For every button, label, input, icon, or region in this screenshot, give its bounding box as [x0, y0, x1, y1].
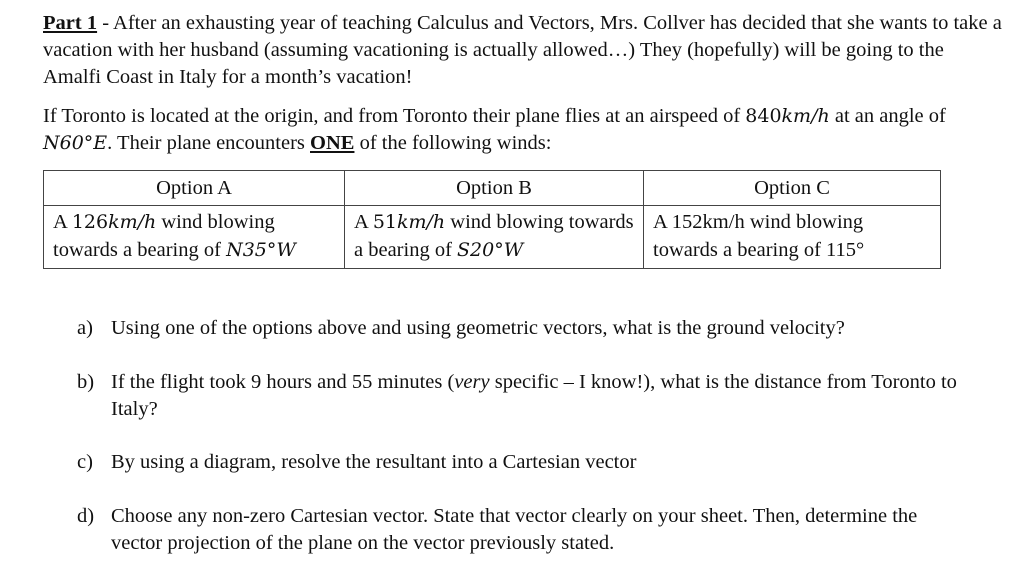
option-b-mid: wind blowing towards a bearing of	[354, 211, 634, 261]
option-b-unit: km/h	[397, 211, 446, 233]
option-a-unit: km/h	[108, 211, 157, 233]
heading-angle: N60°E	[43, 132, 108, 154]
question-b	[77, 369, 957, 423]
option-a-pre: A	[53, 211, 72, 233]
option-c-cell	[644, 206, 941, 269]
option-b-cell	[345, 206, 644, 269]
option-a-bearing: N35°W	[226, 239, 296, 261]
question-d-label: d)	[77, 505, 95, 527]
question-d-text: Choose any non-zero Cartesian vector. State that vector clearly on your sheet. Then, determine the vector projection of the plane on the vector previously stated.	[111, 505, 918, 554]
option-b-speed: 51	[372, 211, 397, 233]
scenario-text-2: at an angle of	[829, 105, 946, 127]
question-b-pre: If the flight took 9 hours and 55 minutes (	[111, 371, 455, 393]
header-option-c: Option C	[644, 171, 941, 206]
question-a	[77, 315, 957, 342]
header-option-b: Option B	[345, 171, 644, 206]
part1-intro-paragraph	[43, 10, 1003, 91]
part-separator: -	[97, 12, 114, 34]
table-header-row	[44, 171, 941, 206]
question-c	[77, 449, 957, 476]
option-a-mid: wind blowing towards a bearing of	[53, 211, 275, 261]
scenario-text-1: If Toronto is located at the origin, and from Toronto their plane flies at an airspeed of	[43, 105, 746, 127]
question-d	[77, 503, 957, 557]
wind-options-table	[43, 170, 941, 269]
table-row	[44, 206, 941, 269]
question-c-label: c)	[77, 451, 93, 473]
header-option-a: Option A	[44, 171, 345, 206]
option-a-cell	[44, 206, 345, 269]
question-a-text: Using one of the options above and using geometric vectors, what is the ground velocity?	[111, 317, 845, 339]
one-emphasis: ONE	[310, 132, 355, 154]
question-b-post: specific – I know!), what is the distance from Toronto to Italy?	[111, 371, 957, 420]
scenario-paragraph	[43, 103, 1003, 157]
option-c-text: A 152km/h wind blowing towards a bearing of 115°	[653, 211, 865, 261]
question-c-text: By using a diagram, resolve the resultant into a Cartesian vector	[111, 451, 637, 473]
airspeed-value: 840	[745, 105, 782, 127]
scenario-text-4: of the following winds:	[354, 132, 552, 154]
question-b-label: b)	[77, 371, 95, 393]
option-b-pre: A	[354, 211, 373, 233]
option-a-speed: 126	[71, 211, 109, 233]
scenario-text-3: . Their plane encounters	[107, 132, 311, 154]
part-intro-text: After an exhausting year of teaching Calculus and Vectors, Mrs. Collver has decided that she wants to take a vacation with her husband (assuming vacationing is actually allowed…) They (hopefully) will be going to the Amalfi Coast in Italy for a month’s vacation!	[43, 12, 1002, 88]
airspeed-unit: km/h	[781, 105, 830, 127]
part-heading: Part 1	[43, 12, 98, 34]
question-b-text	[111, 369, 957, 423]
question-b-emphasis: very	[454, 371, 490, 393]
option-b-bearing: S20°W	[457, 239, 524, 261]
question-a-label: a)	[77, 317, 93, 339]
